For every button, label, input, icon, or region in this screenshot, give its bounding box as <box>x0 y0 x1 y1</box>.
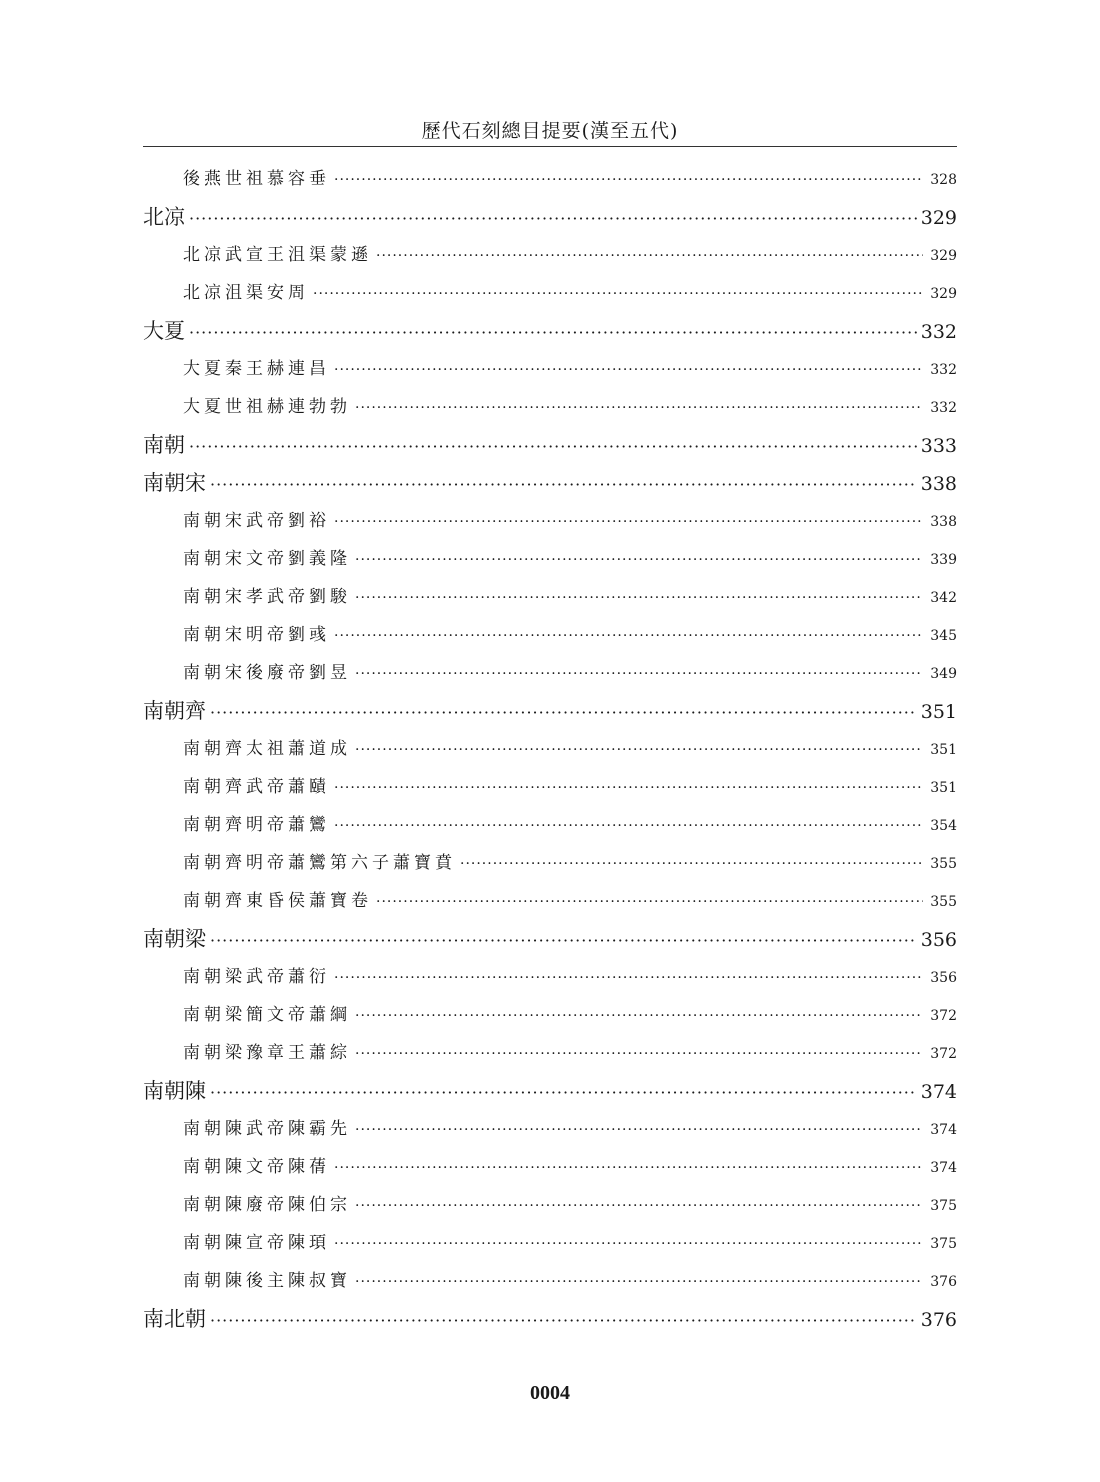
dot-leader <box>355 1263 923 1301</box>
toc-entry-title: 南朝陳廢帝陳伯宗 <box>183 1195 351 1215</box>
dot-leader <box>355 1111 923 1149</box>
toc-subentry[interactable] <box>143 996 957 1034</box>
dot-leader <box>189 314 917 352</box>
page-number: 0004 <box>530 1382 570 1404</box>
toc-entry-page: 342 <box>930 590 957 606</box>
dot-leader <box>334 959 923 997</box>
toc-subentry[interactable] <box>143 1034 957 1072</box>
toc-section-entry[interactable] <box>143 1300 957 1338</box>
toc-entry-title: 南朝 <box>143 433 185 457</box>
toc-subentry[interactable] <box>143 730 957 768</box>
toc-entry-title: 南朝齊明帝蕭鸞 <box>183 815 330 835</box>
toc-entry-title: 南朝梁武帝蕭衍 <box>183 967 330 987</box>
toc-entry-title: 南朝齊 <box>143 699 206 723</box>
toc-entry-page: 328 <box>930 172 957 188</box>
toc-entry-title: 南朝梁豫章王蕭綜 <box>183 1043 351 1063</box>
dot-leader <box>334 1225 923 1263</box>
dot-leader <box>334 769 923 807</box>
toc-entry-page: 351 <box>930 780 957 796</box>
dot-leader <box>355 1035 923 1073</box>
dot-leader <box>334 617 923 655</box>
toc-entry-title: 大夏秦王赫連昌 <box>183 359 330 379</box>
toc-entry-page: 338 <box>920 473 957 495</box>
toc-entry-title: 南朝陳宣帝陳頊 <box>183 1233 330 1253</box>
toc-section-entry[interactable] <box>143 692 957 730</box>
toc-entry-page: 351 <box>920 701 957 723</box>
toc-entry-title: 南朝陳後主陳叔寶 <box>183 1271 351 1291</box>
toc-section-entry[interactable] <box>143 464 957 502</box>
toc-entry-title: 北凉沮渠安周 <box>183 283 309 303</box>
toc-subentry[interactable] <box>143 502 957 540</box>
toc-entry-page: 349 <box>930 666 957 682</box>
dot-leader <box>210 1074 917 1112</box>
toc-section-entry[interactable] <box>143 1072 957 1110</box>
toc-subentry[interactable] <box>143 578 957 616</box>
toc-entry-page: 329 <box>930 286 957 302</box>
dot-leader <box>355 541 923 579</box>
toc-subentry[interactable] <box>143 350 957 388</box>
toc-entry-title: 南朝齊太祖蕭道成 <box>183 739 351 759</box>
dot-leader <box>460 845 923 883</box>
toc-entry-page: 339 <box>930 552 957 568</box>
toc-entry-title: 南朝陳文帝陳蒨 <box>183 1157 330 1177</box>
toc-entry-page: 345 <box>930 628 957 644</box>
toc-subentry[interactable] <box>143 1110 957 1148</box>
header-divider <box>143 146 957 147</box>
toc-entry-page: 356 <box>920 929 957 951</box>
toc-entry-page: 374 <box>920 1081 957 1103</box>
toc-entry-title: 南朝陳武帝陳霸先 <box>183 1119 351 1139</box>
toc-subentry[interactable] <box>143 236 957 274</box>
toc-entry-title: 北凉 <box>143 205 185 229</box>
toc-subentry[interactable] <box>143 1148 957 1186</box>
toc-entry-page: 332 <box>930 400 957 416</box>
toc-entry-title: 南朝齊東昏侯蕭寶卷 <box>183 891 372 911</box>
toc-entry-title: 南朝齊明帝蕭鸞第六子蕭寶賁 <box>183 853 456 873</box>
toc-subentry[interactable] <box>143 958 957 996</box>
dot-leader <box>210 1302 917 1340</box>
dot-leader <box>210 694 917 732</box>
toc-section-entry[interactable] <box>143 920 957 958</box>
toc-entry-page: 375 <box>930 1198 957 1214</box>
toc-entry-page: 355 <box>930 856 957 872</box>
toc-subentry[interactable] <box>143 806 957 844</box>
toc-entry-title: 南北朝 <box>143 1307 206 1331</box>
toc-subentry[interactable] <box>143 1224 957 1262</box>
toc-entry-page: 338 <box>930 514 957 530</box>
toc-entry-title: 南朝宋 <box>143 471 206 495</box>
toc-entry-page: 351 <box>930 742 957 758</box>
dot-leader <box>355 997 923 1035</box>
running-header: 歷代石刻總目提要(漢至五代) <box>421 120 679 142</box>
toc-entry-title: 南朝宋文帝劉義隆 <box>183 549 351 569</box>
toc-subentry[interactable] <box>143 1262 957 1300</box>
toc-entry-title: 南朝宋孝武帝劉駿 <box>183 587 351 607</box>
toc-entry-page: 355 <box>930 894 957 910</box>
toc-subentry[interactable] <box>143 540 957 578</box>
toc-entry-page: 333 <box>920 435 957 457</box>
toc-section-entry[interactable] <box>143 426 957 464</box>
toc-entry-title: 南朝宋後廢帝劉昱 <box>183 663 351 683</box>
dot-leader <box>334 351 923 389</box>
toc-entry-page: 374 <box>930 1122 957 1138</box>
toc-entry-page: 354 <box>930 818 957 834</box>
toc-section-entry[interactable] <box>143 198 957 236</box>
dot-leader <box>334 161 923 199</box>
dot-leader <box>210 466 917 504</box>
toc-entry-page: 372 <box>930 1046 957 1062</box>
toc-entry-title: 大夏 <box>143 319 185 343</box>
dot-leader <box>376 237 923 275</box>
toc-subentry[interactable] <box>143 1186 957 1224</box>
dot-leader <box>334 807 923 845</box>
toc-subentry[interactable] <box>143 654 957 692</box>
toc-entry-title: 南朝宋武帝劉裕 <box>183 511 330 531</box>
toc-entry-title: 北凉武宣王沮渠蒙遜 <box>183 245 372 265</box>
toc-entry-page: 376 <box>920 1309 957 1331</box>
toc-entry-page: 375 <box>930 1236 957 1252</box>
dot-leader <box>355 655 923 693</box>
toc-entry-title: 後燕世祖慕容垂 <box>183 169 330 189</box>
toc-subentry[interactable] <box>143 844 957 882</box>
toc-entry-title: 南朝陳 <box>143 1079 206 1103</box>
dot-leader <box>376 883 923 921</box>
toc-entry-page: 332 <box>920 321 957 343</box>
dot-leader <box>210 922 917 960</box>
toc-entry-title: 南朝宋明帝劉彧 <box>183 625 330 645</box>
toc-subentry[interactable] <box>143 388 957 426</box>
toc-entry-page: 332 <box>930 362 957 378</box>
toc-subentry[interactable] <box>143 768 957 806</box>
table-of-contents <box>143 160 957 1338</box>
toc-entry-page: 356 <box>930 970 957 986</box>
toc-section-entry[interactable] <box>143 312 957 350</box>
dot-leader <box>334 1149 923 1187</box>
toc-subentry[interactable] <box>143 274 957 312</box>
toc-subentry[interactable] <box>143 616 957 654</box>
toc-entry-title: 南朝齊武帝蕭賾 <box>183 777 330 797</box>
toc-entry-page: 329 <box>920 207 957 229</box>
toc-entry-page: 329 <box>930 248 957 264</box>
dot-leader <box>355 579 923 617</box>
toc-entry-title: 大夏世祖赫連勃勃 <box>183 397 351 417</box>
toc-entry-title: 南朝梁簡文帝蕭綱 <box>183 1005 351 1025</box>
toc-entry-page: 372 <box>930 1008 957 1024</box>
dot-leader <box>355 389 923 427</box>
dot-leader <box>355 731 923 769</box>
toc-entry-page: 376 <box>930 1274 957 1290</box>
dot-leader <box>189 200 917 238</box>
toc-subentry[interactable] <box>143 160 957 198</box>
toc-subentry[interactable] <box>143 882 957 920</box>
dot-leader <box>189 428 917 466</box>
dot-leader <box>355 1187 923 1225</box>
dot-leader <box>334 503 923 541</box>
dot-leader <box>313 275 923 313</box>
toc-entry-title: 南朝梁 <box>143 927 206 951</box>
toc-entry-page: 374 <box>930 1160 957 1176</box>
